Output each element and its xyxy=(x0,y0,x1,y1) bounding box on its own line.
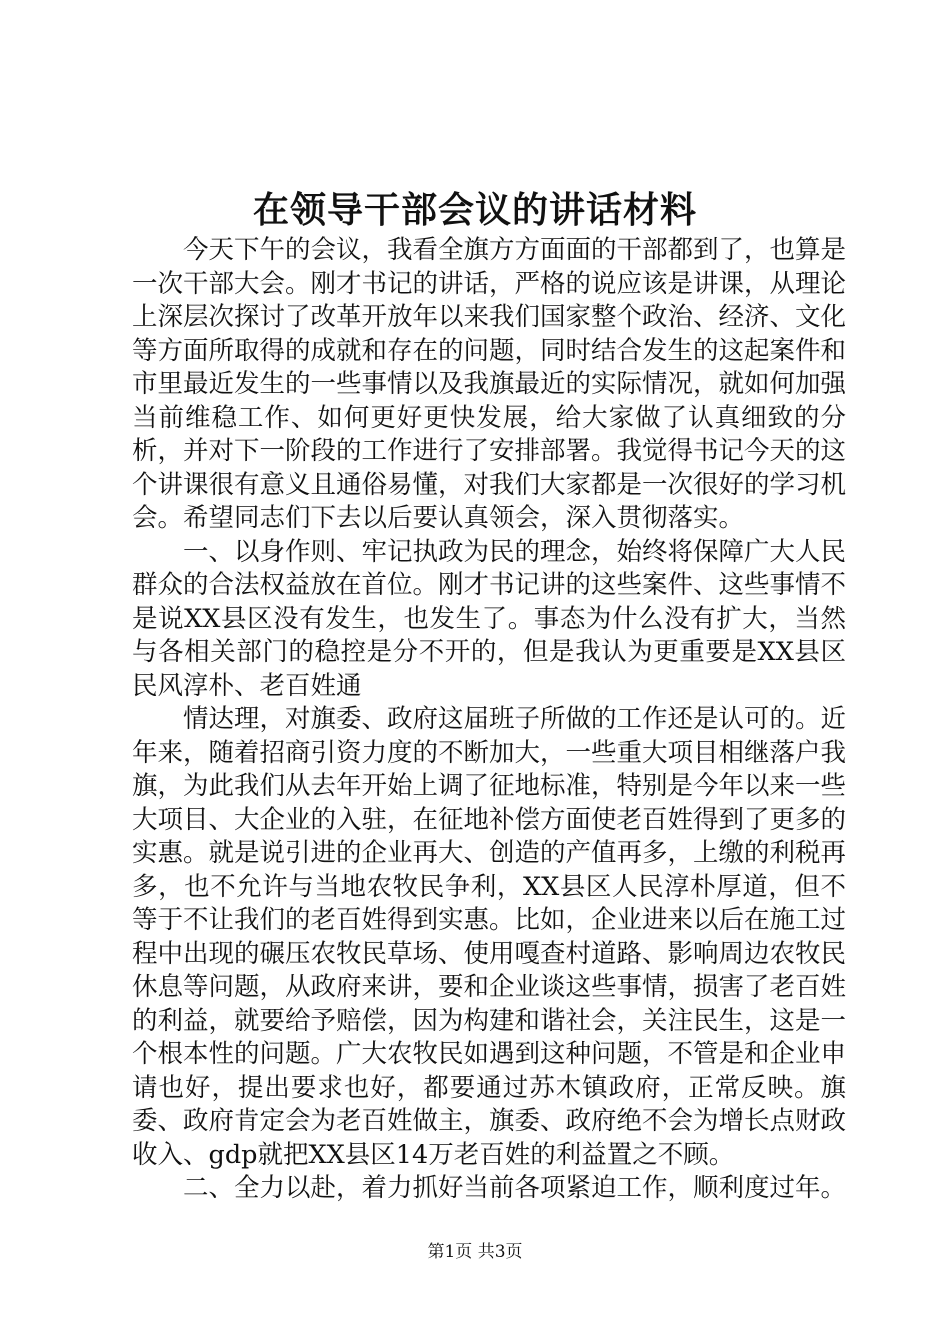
document-title: 在领导干部会议的讲话材料 xyxy=(252,189,697,231)
paragraph-section-two: 二、全力以赴，着力抓好当前各项紧迫工作，顺利度过年。 xyxy=(183,1173,847,1203)
paragraph-section-one: 一、以身作则、牢记执政为民的理念，始终将保障广大人民群众的合法权益放在首位。刚才书记讲的这些案件、这些事情不是说XX县区没有发生，也发生了。事态为什么没有扩大，当然与各相关部门的稳控是分不开的，但是我认为更重要是XX县区民风淳朴、老百姓通 xyxy=(132,536,847,701)
document-body xyxy=(132,234,846,1206)
page-footer: 第1页 共3页 xyxy=(427,1242,523,1262)
paragraph-intro: 今天下午的会议，我看全旗方方面面的干部都到了，也算是一次干部大会。刚才书记的讲话，严格的说应该是讲课，从理论上深层次探讨了改革开放年以来我们国家整个政治、经济、文化等方面所取得的成就和存在的问题，同时结合发生的这起案件和市里最近发生的一些事情以及我旗最近的实际情况，就如何加强当前维稳工作、如何更好更快发展，给大家做了认真细致的分析，并对下一阶段的工作进行了安排部署。我觉得书记今天的这个讲课很有意义且通俗易懂，对我们大家都是一次很好的学习机会。希望同志们下去以后要认真领会，深入贯彻落实。 xyxy=(132,235,847,533)
paragraph-section-one-continued: 情达理，对旗委、政府这届班子所做的工作还是认可的。近年来，随着招商引资力度的不断加大，一些重大项目相继落户我旗，为此我们从去年开始上调了征地标准，特别是今年以来一些大项目、大企业的入驻，在征地补偿方面使老百姓得到了更多的实惠。就是说引进的企业再大、创造的产值再多，上缴的利税再多，也不允许与当地农牧民争利，XX县区人民淳朴厚道，但不等于不让我们的老百姓得到实惠。比如，企业进来以后在施工过程中出现的碾压农牧民草场、使用嘎查村道路、影响周边农牧民休息等问题，从政府来讲，要和企业谈这些事情，损害了老百姓的利益，就要给予赔偿，因为构建和谐社会，关注民生，这是一个根本性的问题。广大农牧民如遇到这种问题，不管是和企业申请也好，提出要求也好，都要通过苏木镇政府，正常反映。旗委、政府肯定会为老百姓做主，旗委、政府绝不会为增长点财政收入、gdp就把XX县区14万老百姓的利益置之不顾。 xyxy=(132,704,847,1170)
